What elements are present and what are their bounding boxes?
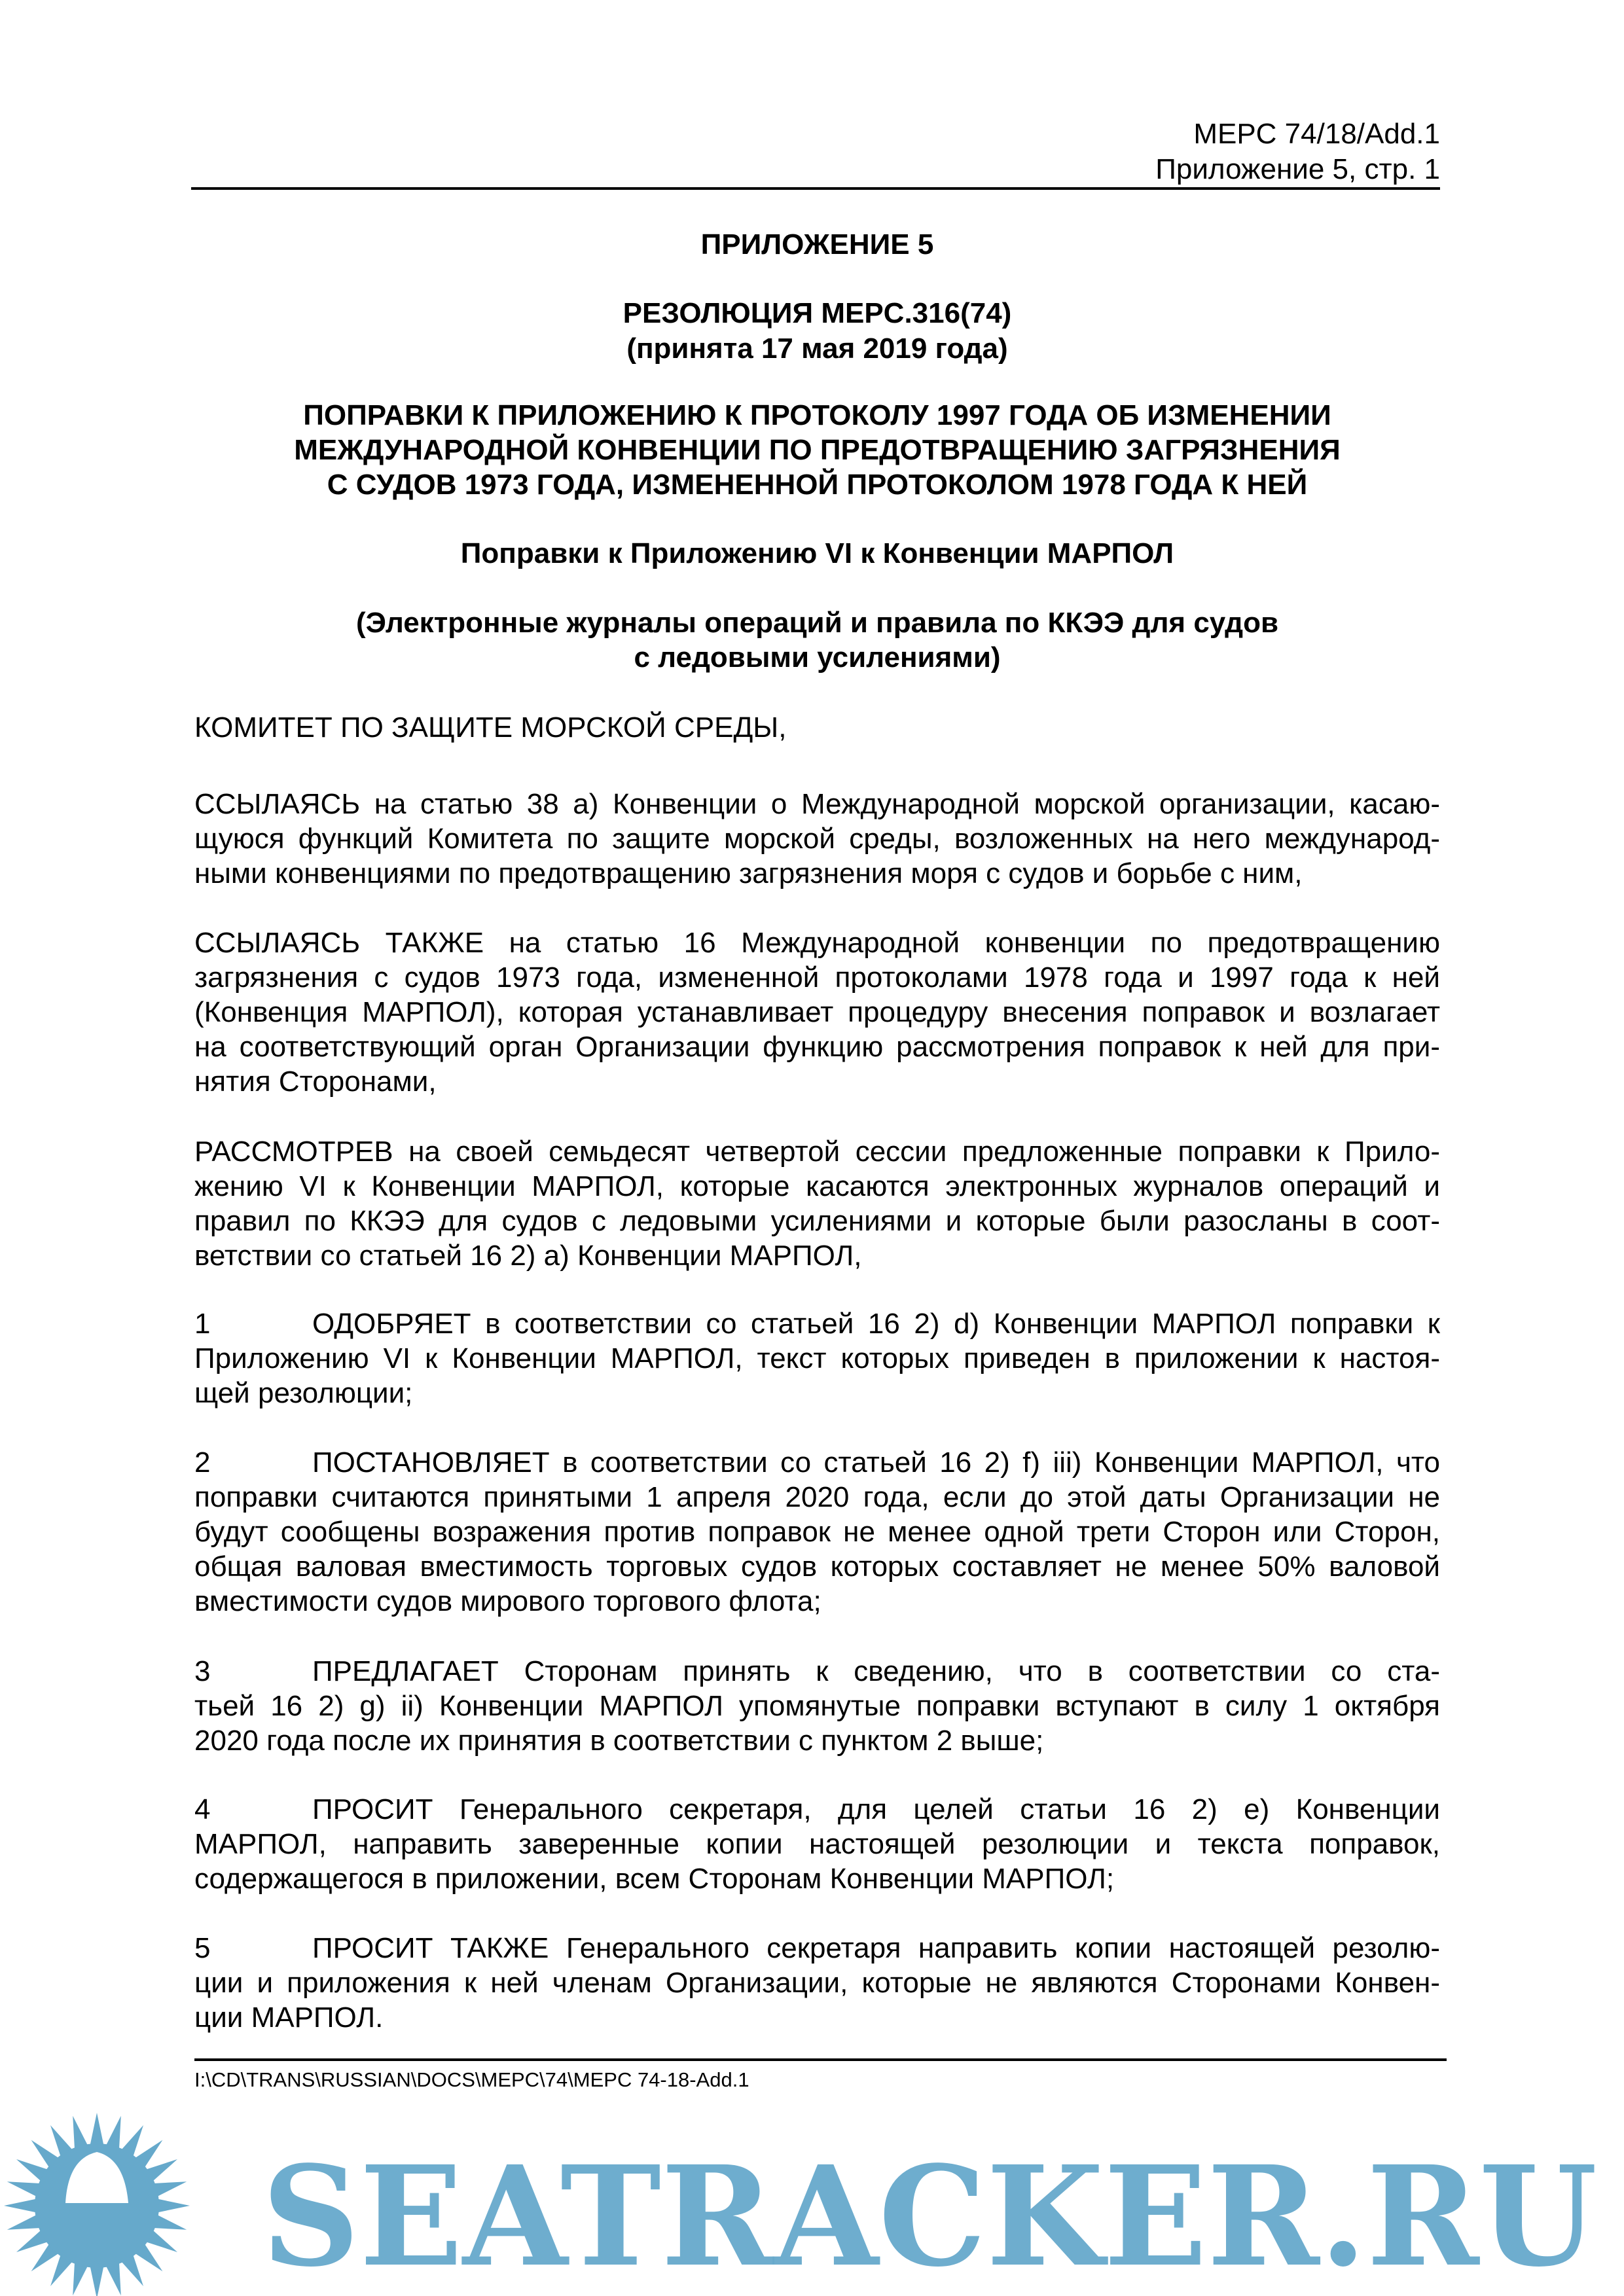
text-line: ветствии со статьей 16 2) а) Конвенции МАРПОЛ, (194, 1240, 862, 1272)
text-line: МАРПОЛ, направить заверенные копии настоящей резолюции и текста поправок, (194, 1828, 1440, 1860)
watermark-text: SEATRACKER.RU (262, 2136, 1597, 2296)
text-line: общая валовая вместимость торговых судов которых составляет не менее 50% валовой (194, 1551, 1440, 1583)
subtitle-line: с ледовыми усилениями) (634, 641, 1001, 673)
text-line: ными конвенциями по предотвращению загрязнения моря с судов и борьбе с ним, (194, 857, 1303, 889)
sun-logo-icon (4, 2113, 190, 2296)
text-line: ССЫЛАЯСЬ на статью 38 а) Конвенции о Международной морской организации, касаю- (194, 788, 1440, 820)
title-line: С СУДОВ 1973 ГОДА, ИЗМЕНЕННОЙ ПРОТОКОЛОМ 1978 ГОДА К НЕЙ (327, 469, 1308, 501)
operative-paragraph-4 (194, 1792, 1440, 1896)
subtitle-line: (Электронные журналы операций и правила по ККЭЭ для судов (355, 607, 1279, 639)
footer-rule (194, 2058, 1447, 2061)
text-line: ПРОСИТ Генерального секретаря, для целей статьи 16 2) е) Конвенции (312, 1793, 1440, 1825)
preamble-paragraph-3 (194, 1134, 1440, 1273)
text-line: РАССМОТРЕВ на своей семьдесят четвертой сессии предложенные поправки к Прило- (194, 1136, 1440, 1168)
document-title (194, 398, 1440, 502)
text-line: вместимости судов мирового торгового флота; (194, 1585, 821, 1617)
text-line: содержащегося в приложении, всем Сторонам Конвенции МАРПОЛ; (194, 1863, 1115, 1895)
document-symbol: MEPC 74/18/Add.1 (1193, 118, 1440, 150)
text-line: нятия Сторонами, (194, 1066, 437, 1098)
footer-file-path: I:\CD\TRANS\RUSSIAN\DOCS\MEPC\74\MEPC 74-18-Add.1 (194, 2068, 749, 2091)
paragraph-number: 3 (194, 1655, 211, 1687)
committee-line: КОМИТЕТ ПО ЗАЩИТЕ МОРСКОЙ СРЕДЫ, (194, 711, 787, 744)
text-line: поправки считаются принятыми 1 апреля 2020 года, если до этой даты Организации не (194, 1481, 1440, 1513)
text-line: ции МАРПОЛ. (194, 2001, 384, 2034)
text-line: ССЫЛАЯСЬ ТАКЖЕ на статью 16 Международной конвенции по предотвращению (194, 927, 1440, 959)
title-line: МЕЖДУНАРОДНОЙ КОНВЕНЦИИ ПО ПРЕДОТВРАЩЕНИЮ ЗАГРЯЗНЕНИЯ (294, 434, 1341, 466)
text-line: ции и приложения к ней членам Организации, которые не являются Сторонами Конвен- (194, 1967, 1440, 1999)
title-line: ПОПРАВКИ К ПРИЛОЖЕНИЮ К ПРОТОКОЛУ 1997 ГОДА ОБ ИЗМЕНЕНИИ (303, 399, 1331, 431)
text-line: щей резолюции; (194, 1377, 413, 1409)
text-line: Приложению VI к Конвенции МАРПОЛ, текст которых приведен в приложении к настоя- (194, 1342, 1440, 1374)
watermark (0, 2108, 1624, 2296)
text-line: загрязнения с судов 1973 года, измененной протоколами 1978 года и 1997 года к ней (194, 961, 1440, 994)
text-line: щуюся функций Комитета по защите морской среды, возложенных на него международ- (194, 823, 1440, 855)
page-reference: Приложение 5, стр. 1 (1155, 153, 1440, 185)
text-line: тьей 16 2) g) ii) Конвенции МАРПОЛ упомянутые поправки вступают в силу 1 октября (194, 1690, 1440, 1722)
operative-paragraph-5 (194, 1931, 1440, 2035)
annex-title: ПРИЛОЖЕНИЕ 5 (700, 228, 934, 260)
operative-paragraph-2 (194, 1445, 1440, 1619)
text-line: будут сообщены возражения против поправок не менее одной трети Сторон или Сторон, (194, 1516, 1440, 1548)
text-line: ПРОСИТ ТАКЖЕ Генерального секретаря направить копии настоящей резолю- (312, 1932, 1440, 1964)
header-rule (191, 187, 1440, 190)
preamble-paragraph-2 (194, 925, 1440, 1099)
operative-paragraph-3 (194, 1654, 1440, 1758)
subtitle: Поправки к Приложению VI к Конвенции МАРПОЛ (460, 537, 1174, 569)
text-line: ПРЕДЛАГАЕТ Сторонам принять к сведению, что в соответствии со ста- (312, 1655, 1440, 1687)
paragraph-number: 5 (194, 1932, 211, 1964)
text-line: правил по ККЭЭ для судов с ледовыми усилениями и которые были разосланы в соот- (194, 1205, 1440, 1237)
paragraph-number: 2 (194, 1446, 211, 1479)
subtitle-topic (194, 605, 1440, 675)
text-line: на соответствующий орган Организации функцию рассмотрения поправок к ней для при- (194, 1031, 1440, 1063)
paragraph-number: 1 (194, 1308, 211, 1340)
paragraph-number: 4 (194, 1793, 211, 1825)
preamble-paragraph-1 (194, 787, 1440, 891)
text-line: (Конвенция МАРПОЛ), которая устанавливает процедуру внесения поправок и возлагает (194, 996, 1440, 1028)
text-line: жению VI к Конвенции МАРПОЛ, которые касаются электронных журналов операций и (194, 1170, 1440, 1202)
text-line: 2020 года после их принятия в соответствии с пунктом 2 выше; (194, 1725, 1044, 1757)
text-line: ПОСТАНОВЛЯЕТ в соответствии со статьей 16 2) f) iii) Конвенции МАРПОЛ, что (312, 1446, 1440, 1479)
resolution-number: РЕЗОЛЮЦИЯ MEPC.316(74) (623, 297, 1012, 329)
operative-paragraph-1 (194, 1306, 1440, 1410)
adoption-date: (принята 17 мая 2019 года) (626, 332, 1008, 365)
text-line: ОДОБРЯЕТ в соответствии со статьей 16 2) d) Конвенции МАРПОЛ поправки к (312, 1308, 1440, 1340)
